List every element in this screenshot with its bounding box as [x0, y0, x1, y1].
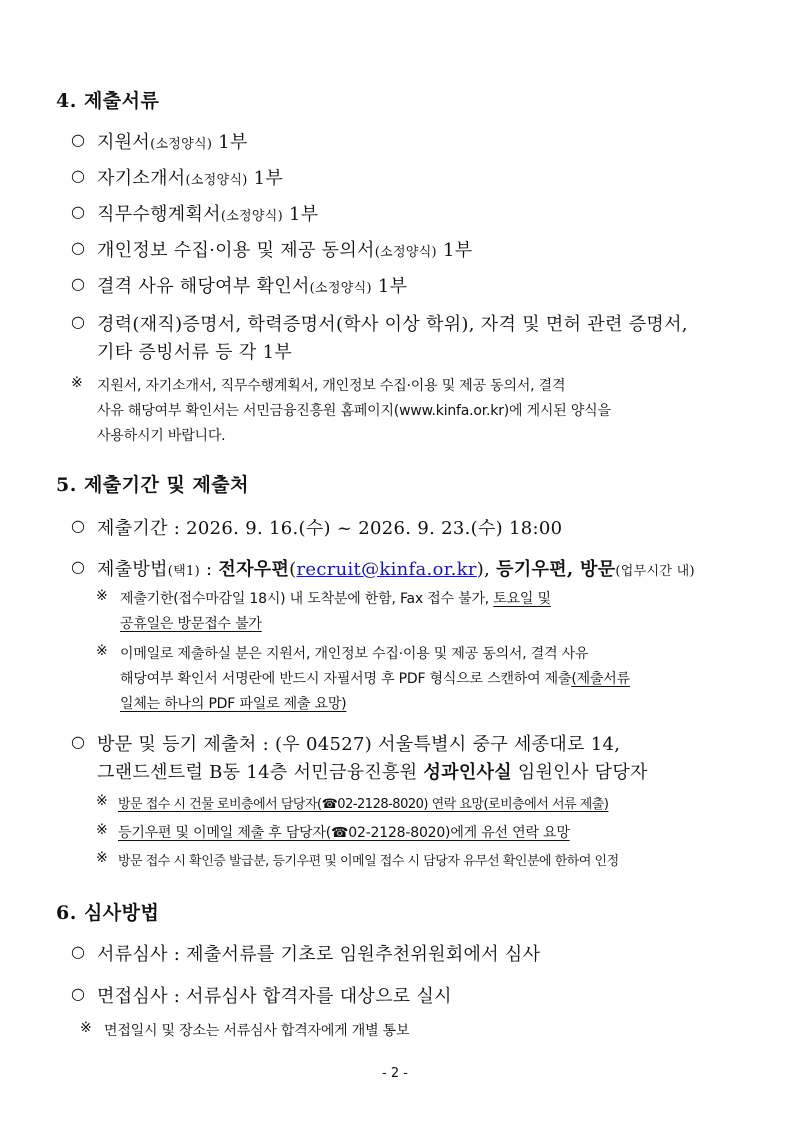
bullet-icon: ○ [71, 557, 85, 576]
visit-department: 성과인사실 [423, 762, 512, 783]
item-suffix: 1부 [436, 240, 473, 261]
bullet-icon: ○ [71, 516, 85, 535]
item-text: 면접심사 : 서류심사 합격자를 대상으로 실시 [97, 986, 452, 1007]
bullet-icon: ○ [71, 732, 85, 751]
item-note: (소정양식) [185, 173, 248, 188]
bullet-icon: ○ [71, 984, 85, 1003]
note-text: 사용하시기 바랍니다. [97, 428, 226, 444]
item-suffix: 1부 [371, 276, 408, 297]
bullet-icon: ○ [71, 238, 85, 257]
visit-contact: 임원인사 담당자 [511, 762, 648, 783]
item-text: 서류심사 : 제출서류를 기초로 임원추천위원회에서 심사 [97, 944, 541, 965]
method-choose: (택1) [167, 564, 200, 579]
item-suffix: 1부 [283, 204, 319, 225]
bullet-icon: ○ [71, 312, 85, 331]
item-text: 결격 사유 해당여부 확인서 [97, 276, 310, 297]
section-6-heading: 6. 심사방법 [56, 902, 160, 924]
bullet-icon: ○ [71, 202, 85, 221]
reference-mark-icon: ※ [96, 850, 108, 866]
item-suffix: 1부 [247, 168, 284, 189]
note-underlined-text: 방문 접수 시 건물 로비층에서 담당자(☎02-2128-8020) 연락 요망(로비층에서 서류 제출) [118, 797, 609, 812]
method-hours: (업무시간 내) [615, 564, 695, 579]
item-note: (소정양식) [309, 281, 372, 296]
item-text: 자기소개서 [97, 168, 186, 189]
section-5-heading: 5. 제출기간 및 제출처 [56, 474, 250, 496]
note-text: 면접일시 및 장소는 서류심사 합격자에게 개별 통보 [104, 1023, 410, 1039]
item-note: (소정양식) [374, 245, 437, 260]
item-note: (소정양식) [150, 137, 213, 152]
method-colon: : [199, 559, 219, 580]
item-text: 경력(재직)증명서, 학력증명서(학사 이상 학위), 자격 및 면허 관련 증명서, [97, 314, 688, 335]
method-close: ), [476, 559, 497, 580]
item-text: 기타 증빙서류 등 각 1부 [97, 342, 293, 363]
reference-mark-icon: ※ [96, 793, 108, 809]
reference-mark-icon: ※ [71, 375, 83, 391]
reference-mark-icon: ※ [96, 643, 108, 659]
note-text: 이메일로 제출하실 분은 지원서, 개인정보 수집·이용 및 제공 동의서, 결격 사유 [120, 646, 589, 662]
reference-mark-icon: ※ [80, 1020, 92, 1036]
visit-address: 그랜드센트럴 B동 14층 서민금융진흥원 [97, 762, 424, 783]
note-underlined-text: 공휴일은 방문접수 불가 [120, 616, 262, 632]
item-text: 직무수행계획서 [97, 204, 221, 225]
note-underlined-text: 등기우편 및 이메일 제출 후 담당자(☎02-2128-8020)에게 유선 연락 요망 [118, 825, 570, 841]
bullet-icon: ○ [71, 274, 85, 293]
note-underlined-text: 일체는 하나의 PDF 파일로 제출 요망) [120, 696, 347, 712]
note-text: 사유 해당여부 확인서는 서민금융진흥원 홈페이지(www.kinfa.or.kr)에 게시된 양식을 [97, 403, 611, 419]
note-text: 방문 접수 시 확인증 발급분, 등기우편 및 이메일 접수 시 담당자 유무선 확인분에 한하여 인정 [118, 854, 619, 869]
note-underlined-text: 토요일 및 [493, 591, 551, 607]
section-4-heading: 4. 제출서류 [56, 90, 160, 112]
page-number: - 2 - [382, 1066, 408, 1081]
reference-mark-icon: ※ [96, 822, 108, 838]
item-text: 개인정보 수집·이용 및 제공 동의서 [97, 240, 375, 261]
email-link[interactable]: recruit@kinfa.or.kr [296, 559, 477, 580]
bullet-icon: ○ [71, 130, 85, 149]
note-text: 지원서, 자기소개서, 직무수행계획서, 개인정보 수집·이용 및 제공 동의서, 결격 [97, 378, 566, 394]
item-suffix: 1부 [212, 132, 248, 153]
bullet-icon: ○ [71, 166, 85, 185]
method-open: ( [289, 559, 297, 580]
method-label: 제출방법 [97, 559, 168, 580]
note-text: 해당여부 확인서 서명란에 반드시 자필서명 후 PDF 형식으로 스캔하여 제출 [120, 671, 572, 687]
period-text: 제출기간 : 2026. 9. 16.(수) ~ 2026. 9. 23.(수) 18:00 [97, 518, 563, 539]
visit-address: 방문 및 등기 제출처 : (우 04527) 서울특별시 중구 세종대로 14, [97, 734, 621, 755]
item-text: 지원서 [97, 132, 151, 153]
item-note: (소정양식) [220, 209, 284, 224]
method-email: 전자우편 [218, 559, 290, 580]
method-post-visit: 등기우편, 방문 [496, 559, 616, 580]
note-underlined-text: (제출서류 [571, 671, 630, 687]
note-text: 제출기한(접수마감일 18시) 내 도착분에 한함, Fax 접수 불가, [120, 591, 494, 607]
bullet-icon: ○ [71, 942, 85, 961]
reference-mark-icon: ※ [96, 588, 108, 604]
